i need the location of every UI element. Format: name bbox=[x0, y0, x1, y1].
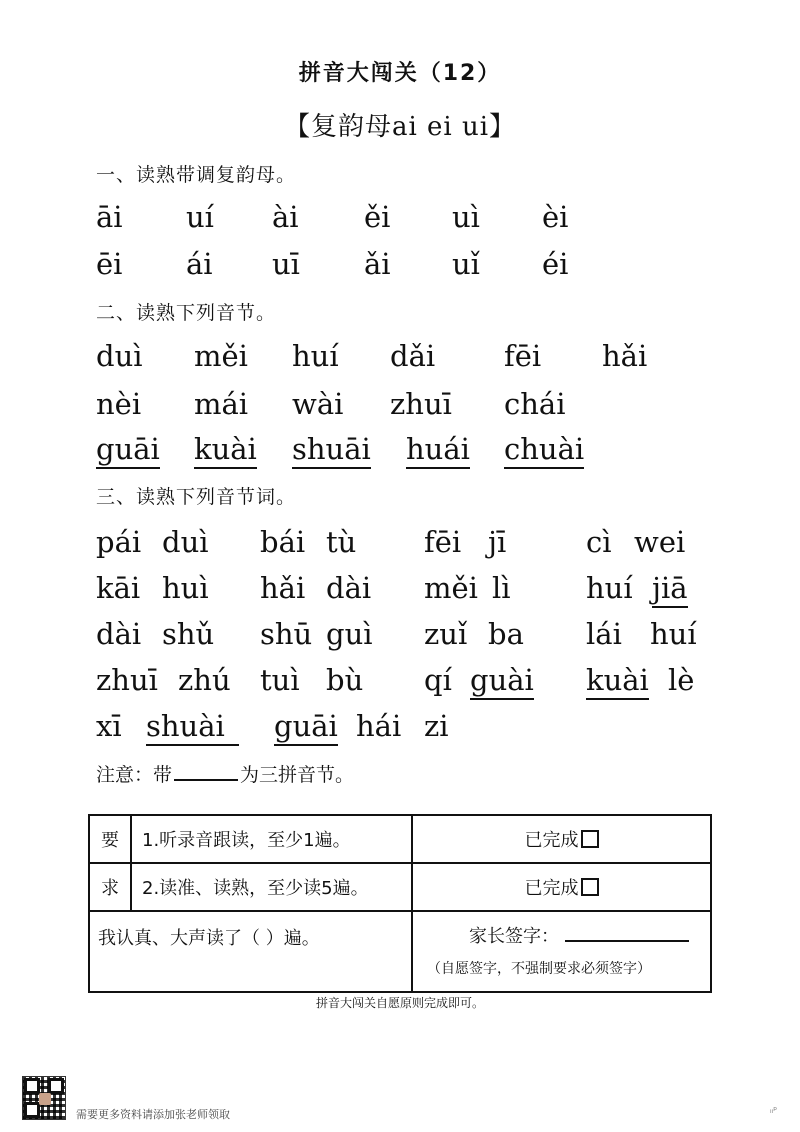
qr-finder-mark bbox=[24, 1102, 40, 1118]
syllable: zuǐ bbox=[424, 617, 468, 651]
syllable: zhú bbox=[178, 663, 231, 697]
note-suffix: 为三拼音节。 bbox=[240, 764, 355, 786]
table-row bbox=[89, 863, 711, 911]
syllable: wei bbox=[634, 525, 686, 559]
three-part-syllable: guāi bbox=[96, 435, 160, 469]
note-blank-line bbox=[174, 763, 238, 781]
syllable: chái bbox=[504, 387, 566, 421]
syllable: uì bbox=[452, 200, 480, 234]
corner-mark: ᵢᵢᵖ bbox=[770, 1106, 778, 1116]
requirements-table bbox=[88, 814, 712, 993]
completed-checkbox[interactable] bbox=[581, 830, 599, 848]
three-part-syllable: chuài bbox=[504, 435, 584, 469]
syllable: dài bbox=[96, 617, 142, 651]
parent-signature-label: 家长签字： bbox=[469, 926, 559, 947]
syllable: hǎi bbox=[260, 571, 306, 605]
syllable: hái bbox=[356, 709, 402, 743]
syllable: dài bbox=[326, 571, 372, 605]
section-1-heading: 一、读熟带调复韵母。 bbox=[96, 164, 297, 186]
parent-signature-cell bbox=[412, 911, 711, 992]
three-part-syllable: shuài bbox=[146, 712, 239, 746]
parent-signature-line[interactable] bbox=[565, 924, 689, 942]
syllable: xī bbox=[96, 709, 122, 743]
status-label: 已完成 bbox=[524, 878, 579, 899]
syllable: měi bbox=[194, 339, 248, 373]
three-part-syllable: huái bbox=[406, 435, 470, 469]
syllable: hǎi bbox=[602, 339, 648, 373]
syllable: nèi bbox=[96, 387, 142, 421]
note-prefix: 注意：带 bbox=[96, 764, 173, 786]
qr-code-icon bbox=[22, 1076, 66, 1120]
syllable: mái bbox=[194, 387, 249, 421]
syllable: zhuī bbox=[390, 387, 452, 421]
syllable: shū bbox=[260, 617, 313, 651]
syllable: ēi bbox=[96, 247, 123, 281]
syllable: bái bbox=[260, 525, 306, 559]
syllable: kāi bbox=[96, 571, 141, 605]
syllable: tuì bbox=[260, 663, 300, 697]
three-part-syllable: guài bbox=[470, 666, 534, 700]
page-subtitle: 【复韵母ai ei ui】 bbox=[283, 112, 517, 142]
table-row bbox=[89, 911, 711, 992]
status-label: 已完成 bbox=[524, 830, 579, 851]
syllable: huí bbox=[650, 617, 697, 651]
syllable: wài bbox=[292, 387, 344, 421]
syllable: uí bbox=[186, 200, 214, 234]
syllable: ái bbox=[186, 247, 213, 281]
read-count-cell[interactable]: 我认真、大声读了（ ）遍。 bbox=[89, 911, 412, 992]
syllable: lái bbox=[586, 617, 622, 651]
syllable: zhuī bbox=[96, 663, 158, 697]
syllable: zi bbox=[424, 709, 449, 743]
syllable: huí bbox=[292, 339, 339, 373]
completed-checkbox[interactable] bbox=[581, 878, 599, 896]
syllable: fēi bbox=[504, 339, 542, 373]
section-2-heading: 二、读熟下列音节。 bbox=[96, 302, 277, 324]
three-part-syllable: jiā bbox=[652, 574, 688, 608]
syllable: ài bbox=[272, 200, 299, 234]
table-row bbox=[89, 815, 711, 863]
syllable: tù bbox=[326, 525, 357, 559]
requirement-2-status bbox=[412, 863, 711, 911]
syllable: èi bbox=[542, 200, 569, 234]
syllable: huì bbox=[162, 571, 209, 605]
syllable: uǐ bbox=[452, 247, 480, 281]
syllable: fēi bbox=[424, 525, 462, 559]
syllable: pái bbox=[96, 525, 142, 559]
three-part-syllable: shuāi bbox=[292, 435, 371, 469]
note-three-part-syllables bbox=[96, 760, 354, 787]
requirements-label-bottom: 求 bbox=[89, 863, 131, 911]
syllable: měi bbox=[424, 571, 478, 605]
section-3-heading: 三、读熟下列音节词。 bbox=[96, 486, 297, 508]
bottom-caption: 需要更多资料请添加张老师领取 bbox=[76, 1108, 230, 1121]
three-part-syllable: kuài bbox=[586, 666, 649, 700]
syllable: duì bbox=[96, 339, 143, 373]
syllable: guì bbox=[326, 617, 373, 651]
syllable: shǔ bbox=[162, 617, 215, 651]
footer-note: 拼音大闯关自愿原则完成即可。 bbox=[315, 996, 484, 1010]
requirement-1-text: 1.听录音跟读，至少1遍。 bbox=[131, 815, 412, 863]
syllable: dǎi bbox=[390, 339, 436, 373]
requirement-1-status bbox=[412, 815, 711, 863]
syllable: qí bbox=[424, 663, 452, 697]
requirements-label-top: 要 bbox=[89, 815, 131, 863]
requirement-2-text: 2.读准、读熟，至少读5遍。 bbox=[131, 863, 412, 911]
syllable: ěi bbox=[364, 200, 391, 234]
syllable: lè bbox=[668, 663, 695, 697]
syllable: cì bbox=[586, 525, 612, 559]
three-part-syllable: kuài bbox=[194, 435, 257, 469]
syllable: éi bbox=[542, 247, 569, 281]
three-part-syllable: guāi bbox=[274, 712, 338, 746]
syllable: huí bbox=[586, 571, 633, 605]
avatar bbox=[39, 1093, 51, 1105]
syllable: uī bbox=[272, 247, 300, 281]
page-title: 拼音大闯关（12） bbox=[298, 61, 502, 86]
syllable: bù bbox=[326, 663, 364, 697]
syllable: duì bbox=[162, 525, 209, 559]
syllable: jī bbox=[488, 525, 507, 559]
syllable: lì bbox=[492, 571, 511, 605]
syllable: āi bbox=[96, 200, 123, 234]
signature-note: （自愿签字，不强制要求必须签字） bbox=[427, 961, 651, 977]
qr-finder-mark bbox=[24, 1078, 40, 1094]
syllable: ba bbox=[488, 617, 524, 651]
qr-finder-mark bbox=[48, 1078, 64, 1094]
syllable: ǎi bbox=[364, 247, 391, 281]
